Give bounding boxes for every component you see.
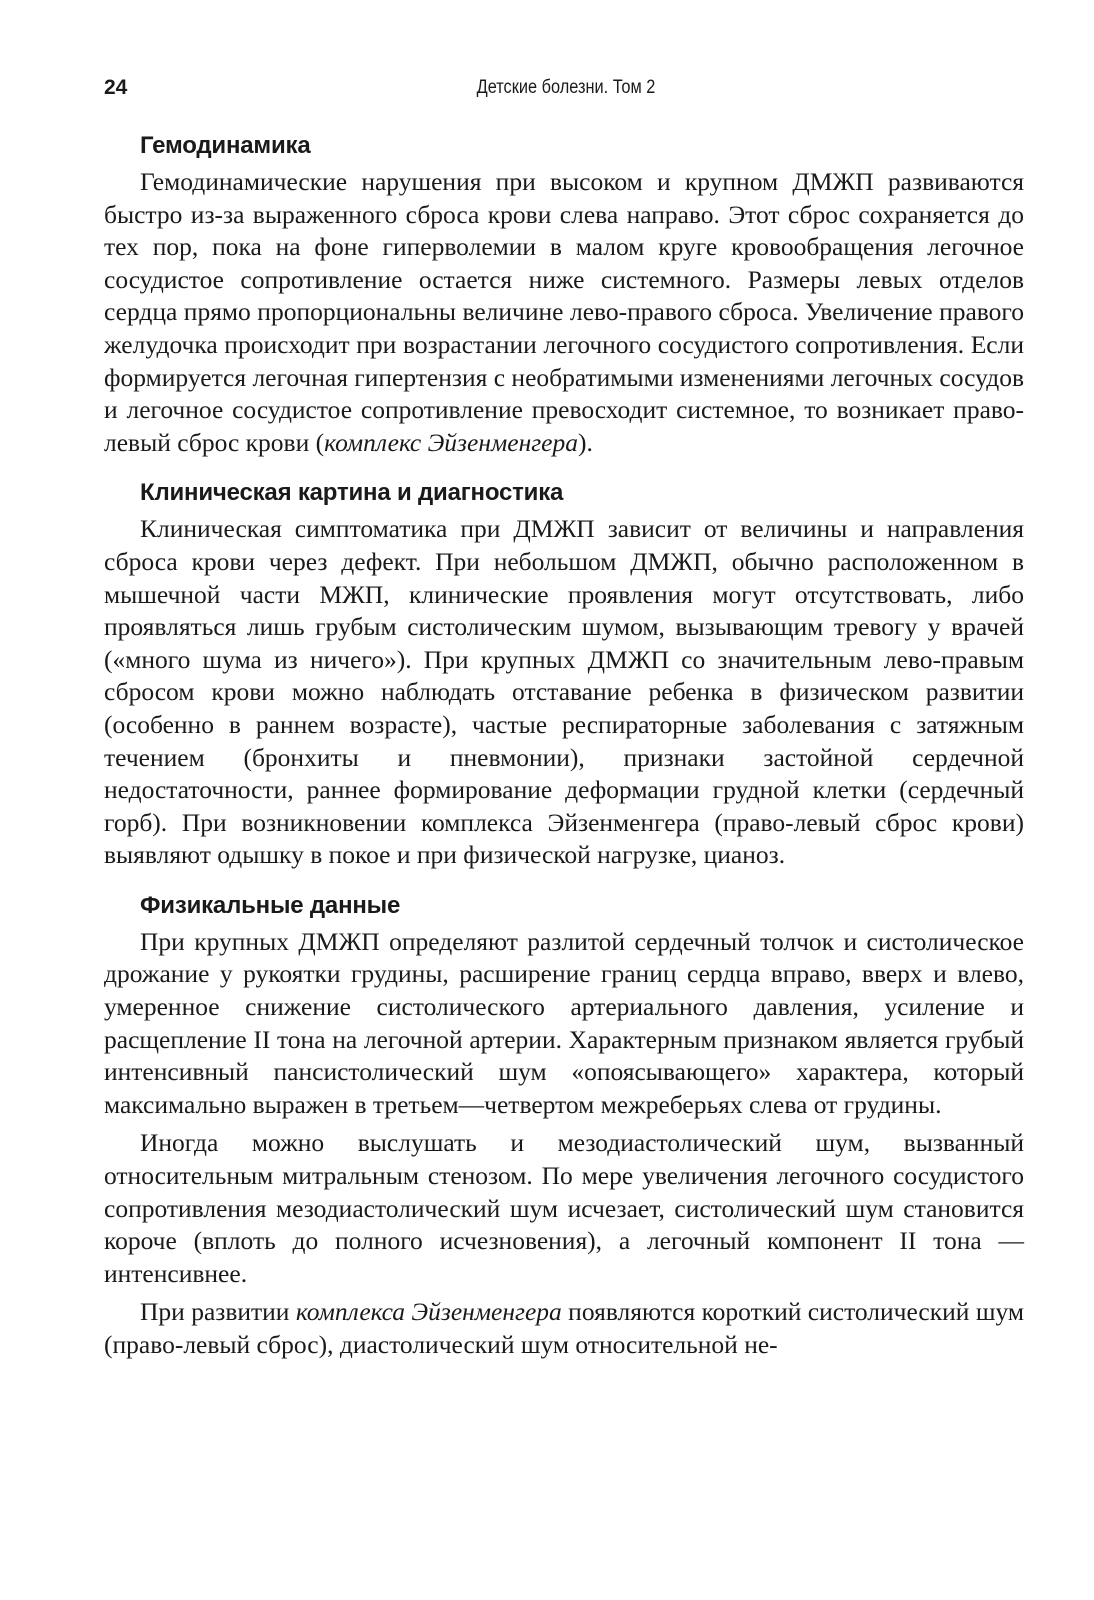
section-heading: Физикальные данные — [140, 891, 401, 919]
page-number: 24 — [104, 76, 128, 99]
body-paragraph — [104, 1296, 1024, 1361]
page-content — [104, 128, 1024, 1362]
body-paragraph — [104, 513, 1024, 872]
text-run: Гемодинамические нарушения при высоком и крупном ДМЖП развиваются быстро из-за выраженного сброса крови слева направо. Этот сброс сохраняется до тех пор, пока на фоне гиперволемии в малом круге кровообращения легочное сосудистое сопротивление остается ниже системного. Размеры левых отделов сердца прямо пропорциональны величине лево-правого сброса. Увеличение правого желудочка происходит при возрастании легочного сосудистого сопротивления. Если формируется легочная гипертензия с необратимыми изменениями легочных сосудов и легочное сосудистое сопротивление превосходит системное, то возникает право-левый сброс крови ( — [104, 167, 1024, 457]
text-run: При развитии — [140, 1297, 296, 1327]
body-paragraph — [104, 1127, 1024, 1290]
text-run: Клиническая симптоматика при ДМЖП зависит от величины и направления сброса крови через дефект. При небольшом ДМЖП, обычно расположенном в мышечной части МЖП, клинические проявления могут отсутствовать, либо проявляться лишь грубым систолическим шумом, вызывающим тревогу у врачей («много шума из ничего»). При крупных ДМЖП со значительным лево-правым сбросом крови можно наблюдать отставание ребенка в физическом развитии (особенно в раннем возрасте), частые респираторные заболевания с затяжным течением (бронхиты и пневмонии), признаки застойной сердечной недостаточности, раннее формирование деформации грудной клетки (сердечный горб). При возникновении комплекса Эйзенменгера (право-левый сброс крови) выявляют одышку в покое и при физической нагрузке, цианоз. — [104, 514, 1024, 870]
text-run: ). — [577, 427, 593, 457]
section-hemodynamics — [104, 128, 1024, 459]
section-heading: Гемодинамика — [140, 132, 311, 159]
italic-term: комплекс Эйзенменгера — [324, 427, 578, 457]
section-heading: Клиническая картина и диагностика — [140, 479, 564, 507]
section-clinical-picture — [104, 475, 1024, 872]
italic-term: комплекса Эйзенменгера — [295, 1297, 562, 1327]
text-run: появляются короткий систолический шум (право-левый сброс), диастолический шум относительной не- — [104, 1297, 1025, 1359]
body-paragraph — [104, 926, 1024, 1122]
text-run: Иногда можно выслушать и мезодиастолический шум, вызванный относительным митральным стенозом. По мере увеличения легочного сосудистого сопротивления мезодиастолический шум исчезает, систолический шум становится короче (вплоть до полного исчезновения), а легочный компонент II тона — интенсивнее. — [104, 1128, 1024, 1288]
running-title: Детские болезни. Том 2 — [476, 77, 656, 98]
running-header — [104, 76, 1028, 108]
section-physical-findings — [104, 888, 1024, 1362]
body-paragraph — [104, 166, 1024, 459]
text-run: При крупных ДМЖП определяют разлитой сердечный толчок и систолическое дрожание у рукоятки грудины, расширение границ сердца вправо, вверх и влево, умеренное снижение систолического артериального давления, усиление и расщепление II тона на легочной артерии. Характерным признаком является грубый интенсивный пансистолический шум «опоясывающего» характера, который максимально выражен в третьем—четвертом межреберьях слева от грудины. — [104, 926, 1024, 1119]
